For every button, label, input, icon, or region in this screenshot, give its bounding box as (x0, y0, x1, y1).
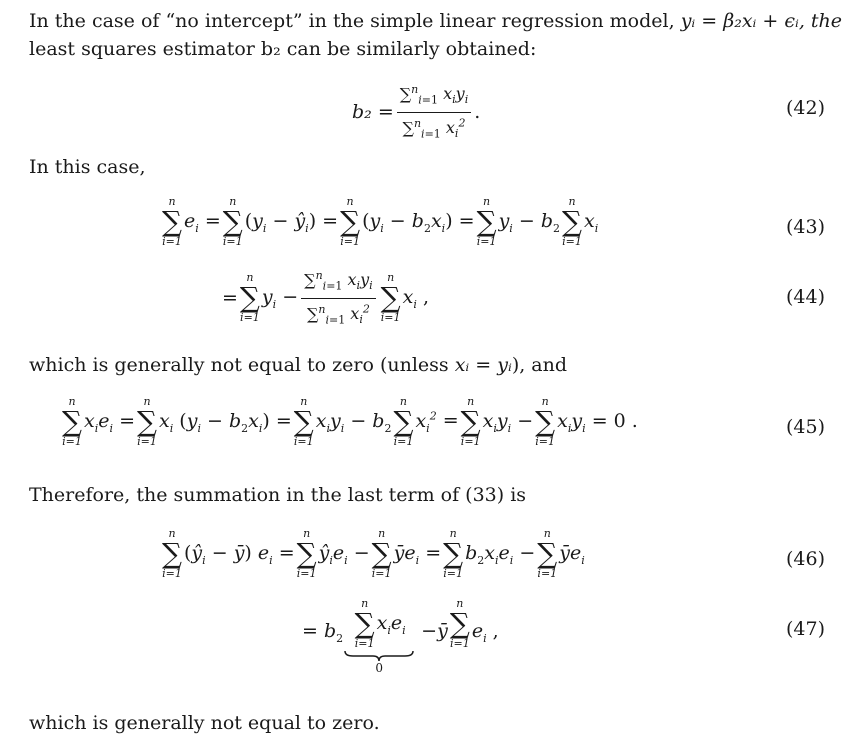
sum-symbol: n ∑ i=1 (162, 195, 182, 248)
intro-paragraph-line-2 (29, 36, 536, 62)
equation-42 (0, 80, 853, 140)
sum-symbol: n ∑ i=1 (340, 195, 361, 248)
sum-symbol: n ∑ i=1 (62, 395, 82, 448)
eq42-denominator: ∑$^n_{i=1}$ $x_i^2$ (402, 116, 466, 141)
sum-symbol: n ∑ i=1 (162, 527, 182, 580)
eq42-numerator: ∑$^n_{i=1}$ $x_iy_i$ (397, 80, 472, 113)
equation-45 (0, 396, 853, 464)
sum-symbol: n ∑ i=1 (562, 195, 582, 248)
sum-symbol: n ∑ i=1 (443, 527, 464, 580)
eq46-number: (46) (785, 548, 825, 570)
eq44-fraction: $\frac{\sum^n_{i=1} x_iy_i}{\sum^n_{i=1} x_i^2}$ (301, 266, 376, 330)
model-equation-inline: yᵢ = β₂xᵢ + ϵᵢ, the (680, 10, 843, 32)
sum-symbol: n ∑ i=1 (371, 527, 392, 580)
closing-text: which is generally not equal to zero. (29, 712, 380, 734)
sum-symbol: n ∑ i=1 (535, 395, 556, 448)
eq44-number: (44) (785, 286, 825, 308)
intro-paragraph-line-1 (29, 8, 842, 34)
eq47-body: = $b_2$ n ∑ i=1 $x_ie_i$ 0 −ȳ n ∑ i=1 $e_i$ , (302, 597, 499, 675)
eq45-number: (45) (785, 416, 825, 438)
not-zero-text: which is generally not equal to zero (unless (29, 354, 449, 376)
sum-symbol: n ∑ i=1 (460, 395, 481, 448)
eq44-body: = n ∑ i=1 $y_i$ − $\frac{\sum^n_{i=1} x_iy_i}{\sum^n_{i=1} x_i^2}$ n ∑ i=1 $x_i$ , (222, 266, 429, 330)
eq43-number: (43) (785, 216, 825, 238)
underbrace-label: 0 (375, 661, 383, 675)
sum-symbol: n ∑ i=1 (137, 395, 157, 448)
eq47-number: (47) (785, 618, 825, 640)
eq42-fraction (397, 80, 472, 144)
sum-symbol: n ∑ i=1 (296, 527, 317, 580)
sum-symbol: n ∑ i=1 (476, 195, 497, 248)
eq45-body: n ∑ i=1 $x_ie_i$ = n ∑ i=1 $x_i$ $(y_i - b_2x_i)$ = n ∑ i=1 $x_iy_i - b_2$ n ∑ i=1 $x_i^2$ = n ∑ i=1 $x_iy_i$ − n ∑ i=1 $x_iy_i = 0$ . (62, 395, 638, 448)
not-zero-paragraph (29, 352, 567, 378)
sum-symbol: n ∑ i=1 (354, 597, 375, 650)
therefore-text: Therefore, the summation in the last term of (33) is (29, 484, 527, 506)
sum-symbol: n ∑ i=1 (239, 271, 260, 325)
equation-44 (0, 266, 853, 334)
sum-symbol: n ∑ i=1 (537, 527, 558, 580)
eq42-number: (42) (785, 97, 825, 119)
eq42-lhs: b₂ = (352, 101, 394, 124)
sum-symbol: n ∑ i=1 (380, 271, 401, 325)
underbrace-group: n ∑ i=1 $x_ie_i$ 0 (343, 598, 415, 674)
intro-text-2: least squares estimator b₂ can be similarly obtained: (29, 38, 537, 60)
sum-symbol: n ∑ i=1 (222, 195, 243, 248)
not-zero-text-end: ), and (511, 354, 568, 376)
equation-47 (0, 598, 853, 690)
equation-46 (0, 528, 853, 596)
not-zero-condition: xᵢ = yᵢ (454, 354, 512, 376)
sum-symbol: n ∑ i=1 (449, 597, 470, 650)
eq46-body: n ∑ i=1 ($ŷ_i$ − ȳ) $e_i$ = n ∑ i=1 $ŷ_ie_i$ − n ∑ i=1 $ȳe_i$ = n ∑ i=1 $b_2x_ie_i$ − n ∑ i=1 $ȳe_i$ (162, 527, 585, 580)
eq43-body: n ∑ i=1 $e_i$ = n ∑ i=1 ($y_i$ − $ŷ_i$) = n ∑ i=1 $(y_i - b_2x_i)$ = n ∑ i=1 $y_i - b_2$ n ∑ i=1 $x_i$ (162, 195, 599, 248)
equation-43 (0, 196, 853, 264)
sum-symbol: n ∑ i=1 (393, 395, 414, 448)
in-this-case-text: In this case, (29, 156, 146, 178)
sum-symbol: n ∑ i=1 (293, 395, 314, 448)
eq42-body: b₂ = $\frac{\sum^n_{i=1} x_iy_i}{\sum^n_{i=1} x_i^2}$ . (352, 80, 480, 144)
intro-text: In the case of “no intercept” in the simple linear regression model, (29, 10, 675, 32)
